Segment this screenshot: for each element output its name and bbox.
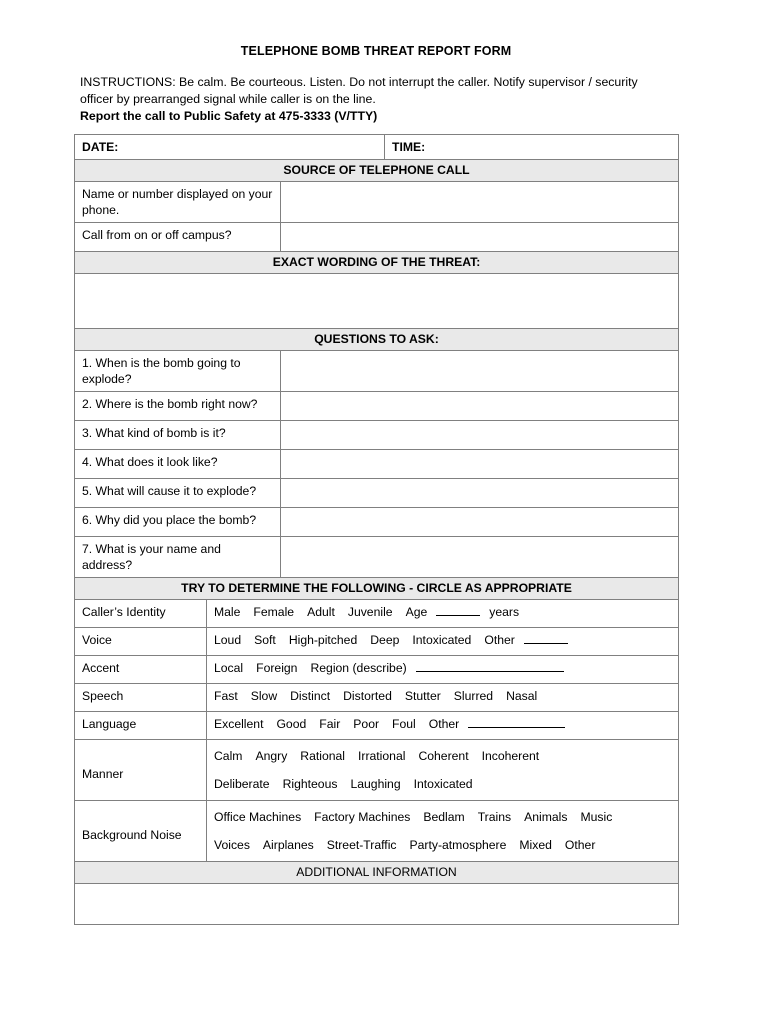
question-4-label-cell [75,450,281,479]
option-loud[interactable]: Loud [214,633,242,647]
additional-information-textarea[interactable] [75,884,679,925]
table-row [75,537,679,578]
option-fair[interactable]: Fair [319,717,341,731]
source-name-label-cell [75,182,281,223]
option-local[interactable]: Local [214,661,244,675]
table-row [75,600,679,628]
accent-label-cell [75,656,207,684]
time-cell[interactable] [385,135,679,160]
option-years-label: years [489,605,520,619]
table-row-additional-box [75,884,679,925]
option-stutter[interactable]: Stutter [404,689,441,703]
question-5-answer [281,479,678,487]
table-row-threat-box [75,274,679,329]
language-other-blank[interactable] [468,716,565,728]
option-deep[interactable]: Deep [370,633,400,647]
report-call-line: Report the call to Public Safety at 475-3333 (V/TTY) [80,109,378,123]
option-coherent[interactable]: Coherent [418,749,469,763]
table-row [75,656,679,684]
option-noise-other[interactable]: Other [564,838,596,852]
threat-section-heading [75,252,679,274]
source-campus-value-cell[interactable] [281,223,679,252]
option-party-atmosphere[interactable]: Party-atmosphere [409,838,507,852]
instructions-block [80,74,676,125]
question-6-label: 6. Why did you place the bomb? [82,513,257,527]
option-manner-intoxicated[interactable]: Intoxicated [413,777,473,791]
table-row [75,508,679,537]
table-row-date-time [75,135,679,160]
callers-identity-label: Caller’s Identity [82,605,166,619]
question-7-label-cell [75,537,281,578]
instructions-line-1: INSTRUCTIONS: Be calm. Be courteous. Listen. Do not interrupt the caller. Notify supervisor / security [80,75,638,89]
manner-options-line-1 [214,748,672,764]
voice-label: Voice [82,633,112,647]
question-2-label: 2. Where is the bomb right now? [82,397,258,411]
question-3-answer [281,421,678,429]
option-animals[interactable]: Animals [524,810,568,824]
date-label: DATE: [82,140,119,154]
option-nasal[interactable]: Nasal [506,689,538,703]
table-row-source-campus [75,223,679,252]
question-7-answer [281,537,678,545]
callers-identity-options-cell[interactable] [207,600,679,628]
option-voice-other[interactable]: Other [484,633,515,647]
time-label: TIME: [392,140,426,154]
question-1-label-cell [75,351,281,392]
background-noise-options-line-1 [214,809,672,825]
source-name-value [281,182,678,190]
source-campus-label-cell [75,223,281,252]
table-row-additional-heading [75,862,679,884]
option-laughing[interactable]: Laughing [350,777,401,791]
table-row [75,684,679,712]
table-row [75,740,679,801]
manner-label: Manner [82,767,124,781]
table-row [75,351,679,392]
additional-information-value [75,884,678,892]
option-mixed[interactable]: Mixed [519,838,552,852]
option-slurred[interactable]: Slurred [453,689,494,703]
voice-label-cell [75,628,207,656]
option-fast[interactable]: Fast [214,689,238,703]
option-airplanes[interactable]: Airplanes [262,838,314,852]
question-2-answer [281,392,678,400]
table-row [75,392,679,421]
determine-section-heading-text: TRY TO DETERMINE THE FOLLOWING - CIRCLE AS APPROPRIATE [181,581,572,595]
option-language-other[interactable]: Other [428,717,460,731]
source-name-value-cell[interactable] [281,182,679,223]
question-7-label: 7. What is your name and address? [82,542,221,572]
option-righteous[interactable]: Righteous [282,777,338,791]
source-campus-value [281,223,678,231]
option-juvenile[interactable]: Juvenile [347,605,393,619]
accent-label: Accent [82,661,120,675]
table-row-determine-heading [75,578,679,600]
question-6-label-cell [75,508,281,537]
option-angry[interactable]: Angry [255,749,288,763]
additional-section-heading [75,862,679,884]
question-5-answer-cell[interactable] [281,479,679,508]
bomb-threat-form-table [74,134,679,925]
option-foul[interactable]: Foul [392,717,416,731]
option-trains[interactable]: Trains [477,810,512,824]
language-label-cell [75,712,207,740]
option-good[interactable]: Good [276,717,307,731]
table-row-source-heading [75,160,679,182]
speech-label: Speech [82,689,124,703]
table-row-source-name [75,182,679,223]
table-row [75,712,679,740]
page-title: TELEPHONE BOMB THREAT REPORT FORM [240,44,512,58]
background-noise-options-cell[interactable] [207,801,679,862]
option-rational[interactable]: Rational [300,749,346,763]
option-slow[interactable]: Slow [250,689,278,703]
option-foreign[interactable]: Foreign [256,661,298,675]
determine-section-heading [75,578,679,600]
table-row [75,801,679,862]
instructions-line-2: officer by prearranged signal while caller is on the line. [80,92,376,106]
option-distorted[interactable]: Distorted [343,689,392,703]
option-irrational[interactable]: Irrational [358,749,406,763]
question-2-answer-cell[interactable] [281,392,679,421]
option-office-machines[interactable]: Office Machines [214,810,302,824]
threat-section-heading-text: EXACT WORDING OF THE THREAT: [272,255,481,269]
question-6-answer [281,508,678,516]
option-adult[interactable]: Adult [307,605,335,619]
option-factory-machines[interactable]: Factory Machines [314,810,411,824]
option-female[interactable]: Female [253,605,295,619]
question-5-label: 5. What will cause it to explode? [82,484,257,498]
questions-section-heading-text: QUESTIONS TO ASK: [314,332,439,346]
option-incoherent[interactable]: Incoherent [481,749,540,763]
option-calm[interactable]: Calm [214,749,243,763]
option-street-traffic[interactable]: Street-Traffic [326,838,397,852]
table-row [75,450,679,479]
table-row [75,479,679,508]
source-campus-label: Call from on or off campus? [82,228,232,242]
option-excellent[interactable]: Excellent [214,717,264,731]
question-5-label-cell [75,479,281,508]
question-2-label-cell [75,392,281,421]
question-3-label: 3. What kind of bomb is it? [82,426,226,440]
question-4-answer-cell[interactable] [281,450,679,479]
callers-identity-label-cell [75,600,207,628]
language-label: Language [82,717,137,731]
voice-other-blank[interactable] [524,632,568,644]
question-7-answer-cell[interactable] [281,537,679,578]
question-1-answer [281,351,678,359]
table-row-questions-heading [75,329,679,351]
speech-options-cell[interactable] [207,684,679,712]
option-intoxicated[interactable]: Intoxicated [412,633,472,647]
option-region-describe: Region (describe) [310,661,407,675]
option-soft[interactable]: Soft [254,633,276,647]
option-distinct[interactable]: Distinct [290,689,331,703]
source-name-label: Name or number displayed on your phone. [82,187,273,217]
threat-wording-textarea[interactable] [75,274,679,329]
voice-options-cell[interactable] [207,628,679,656]
background-noise-label: Background Noise [82,828,182,842]
age-blank[interactable] [436,604,480,616]
source-section-heading [75,160,679,182]
question-3-label-cell [75,421,281,450]
source-section-heading-text: SOURCE OF TELEPHONE CALL [283,163,470,177]
manner-options-cell[interactable] [207,740,679,801]
threat-wording-value [75,274,678,282]
option-music[interactable]: Music [580,810,613,824]
option-age-label: Age [405,605,428,619]
questions-section-heading [75,329,679,351]
question-3-answer-cell[interactable] [281,421,679,450]
option-male[interactable]: Male [214,605,241,619]
table-row-threat-heading [75,252,679,274]
table-row [75,421,679,450]
background-noise-options-line-2 [214,837,672,853]
additional-section-heading-text: ADDITIONAL INFORMATION [296,865,457,879]
language-options-cell[interactable] [207,712,679,740]
option-bedlam[interactable]: Bedlam [423,810,465,824]
speech-label-cell [75,684,207,712]
question-6-answer-cell[interactable] [281,508,679,537]
option-poor[interactable]: Poor [353,717,380,731]
table-row [75,628,679,656]
accent-options-cell[interactable] [207,656,679,684]
option-high-pitched[interactable]: High-pitched [288,633,358,647]
question-4-answer [281,450,678,458]
option-deliberate[interactable]: Deliberate [214,777,270,791]
manner-options-line-2 [214,776,672,792]
option-voices[interactable]: Voices [214,838,250,852]
question-1-label: 1. When is the bomb going to explode? [82,356,241,386]
question-1-answer-cell[interactable] [281,351,679,392]
background-noise-label-cell [75,801,207,862]
date-cell[interactable] [75,135,385,160]
question-4-label: 4. What does it look like? [82,455,218,469]
manner-label-cell [75,740,207,801]
region-blank[interactable] [416,660,564,672]
